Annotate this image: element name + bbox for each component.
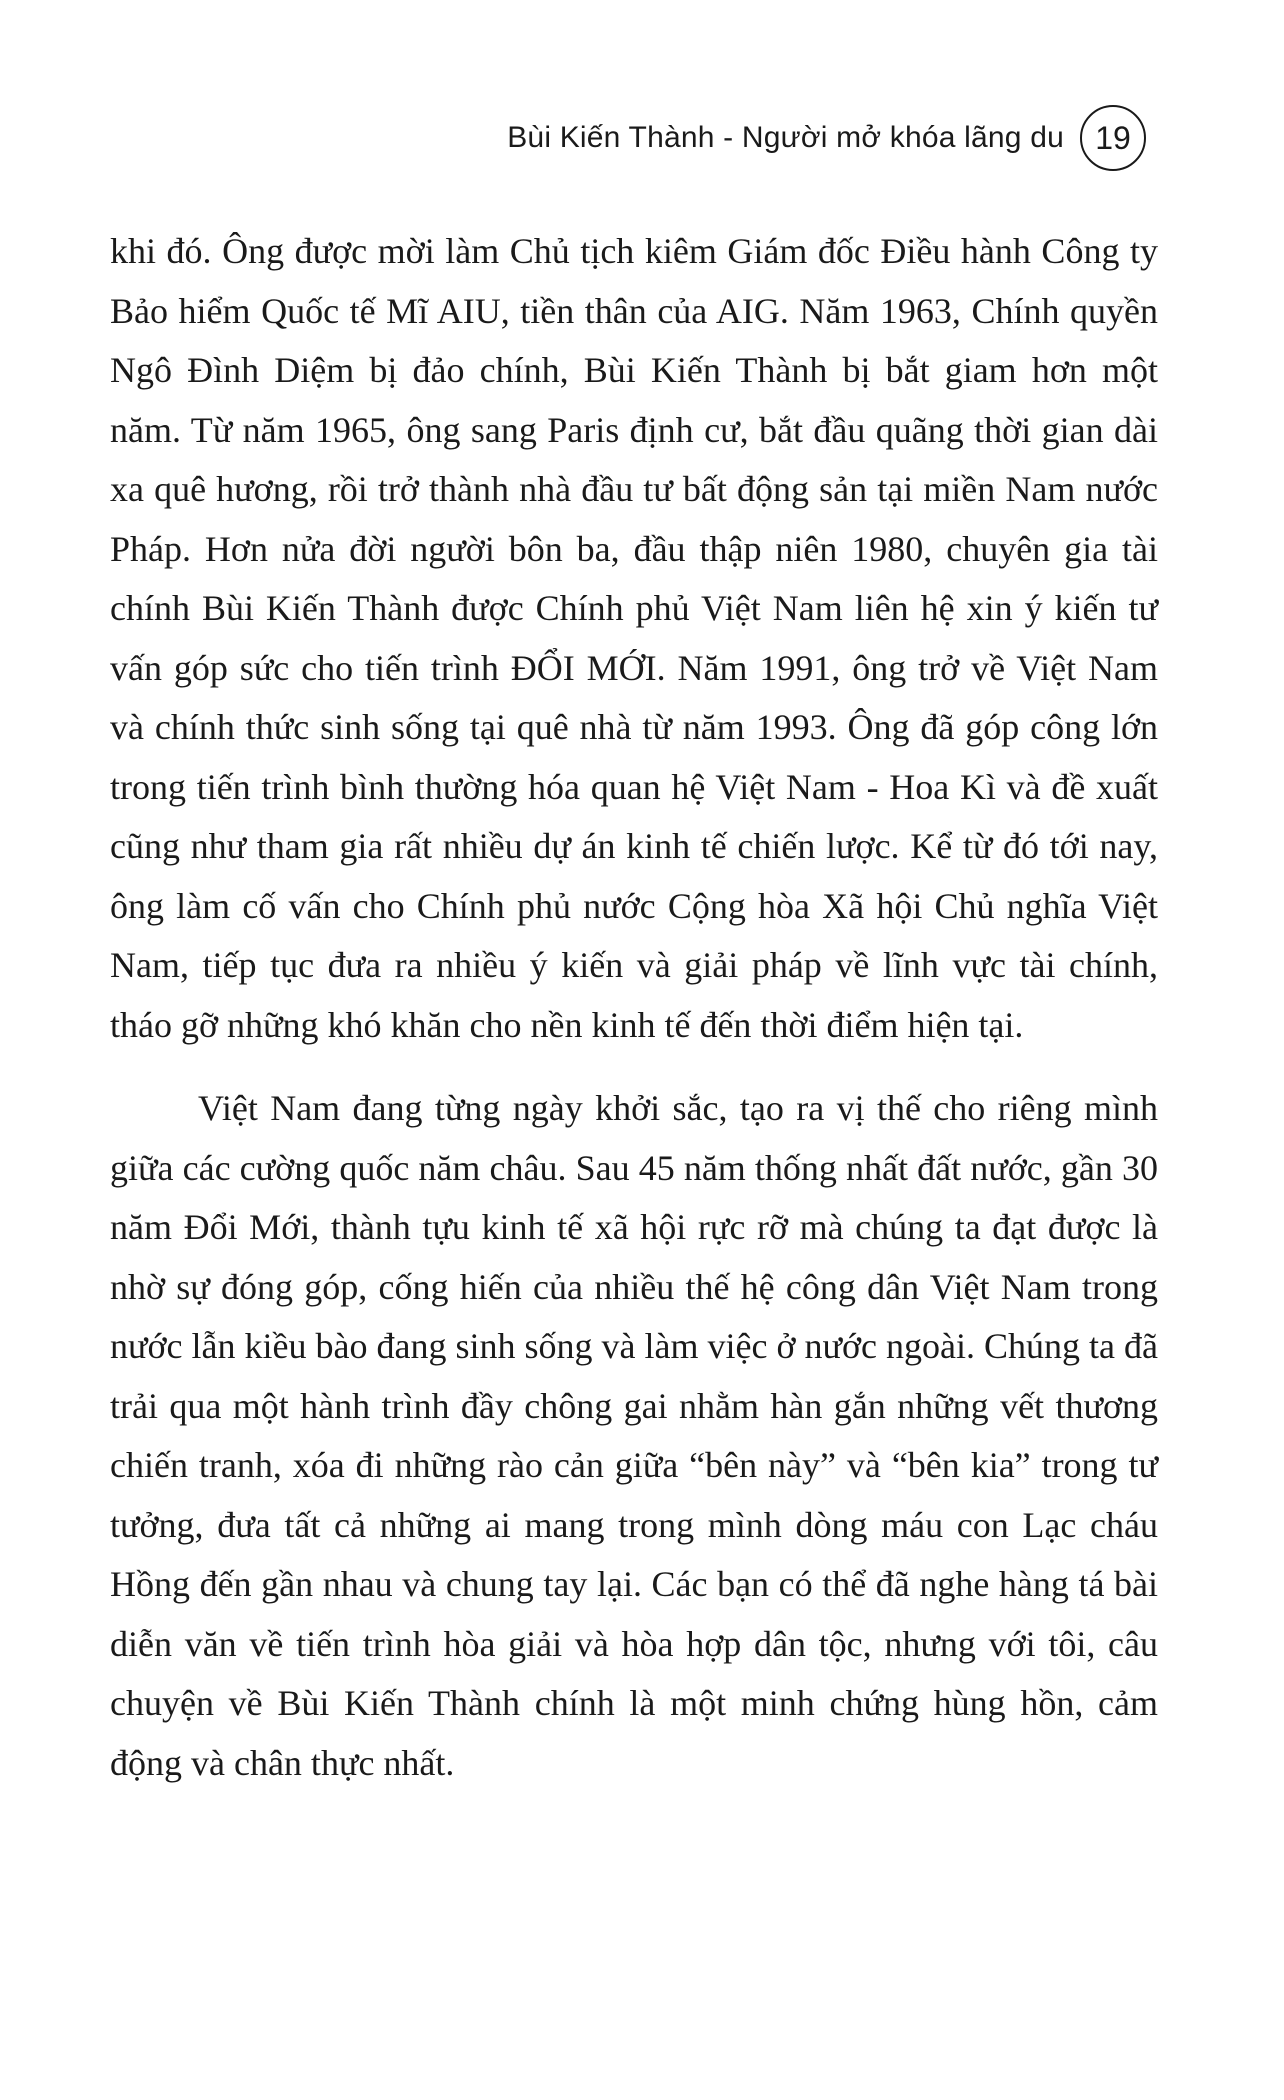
page-number: 19 [1080, 105, 1146, 171]
running-header [507, 102, 1146, 174]
paragraph: Việt Nam đang từng ngày khởi sắc, tạo ra vị thế cho riêng mình giữa các cường quốc năm châu. Sau 45 năm thống nhất đất nước, gần 30 năm Đổi Mới, thành tựu kinh tế xã hội rực rỡ mà chúng ta đạt được là nhờ sự đóng góp, cống hiến của nhiều thế hệ công dân Việt Nam trong nước lẫn kiều bào đang sinh sống và làm việc ở nước ngoài. Chúng ta đã trải qua một hành trình đầy chông gai nhằm hàn gắn những vết thương chiến tranh, xóa đi những rào cản giữa “bên này” và “bên kia” trong tư tưởng, đưa tất cả những ai mang trong mình dòng máu con Lạc cháu Hồng đến gần nhau và chung tay lại. Các bạn có thể đã nghe hàng tá bài diễn văn về tiến trình hòa giải và hòa hợp dân tộc, nhưng với tôi, câu chuyện về Bùi Kiến Thành chính là một minh chứng hùng hồn, cảm động và chân thực nhất. [110, 1088, 1158, 1783]
body-text [110, 222, 1158, 1793]
paragraph-continuation: khi đó. Ông được mời làm Chủ tịch kiêm Giám đốc Điều hành Công ty Bảo hiểm Quốc tế Mĩ AIU, tiền thân của AIG. Năm 1963, Chính quyền Ngô Đình Diệm bị đảo chính, Bùi Kiến Thành bị bắt giam hơn một năm. Từ năm 1965, ông sang Paris định cư, bắt đầu quãng thời gian dài xa quê hương, rồi trở thành nhà đầu tư bất động sản tại miền Nam nước Pháp. Hơn nửa đời người bôn ba, đầu thập niên 1980, chuyên gia tài chính Bùi Kiến Thành được Chính phủ Việt Nam liên hệ xin ý kiến tư vấn góp sức cho tiến trình ĐỔI MỚI. Năm 1991, ông trở về Việt Nam và chính thức sinh sống tại quê nhà từ năm 1993. Ông đã góp công lớn trong tiến trình bình thường hóa quan hệ Việt Nam - Hoa Kì và đề xuất cũng như tham gia rất nhiều dự án kinh tế chiến lược. Kể từ đó tới nay, ông làm cố vấn cho Chính phủ nước Cộng hòa Xã hội Chủ nghĩa Việt Nam, tiếp tục đưa ra nhiều ý kiến và giải pháp về lĩnh vực tài chính, tháo gỡ những khó khăn cho nền kinh tế đến thời điểm hiện tại. [110, 231, 1158, 1045]
running-title: Bùi Kiến Thành - Người mở khóa lãng du [507, 121, 1064, 154]
